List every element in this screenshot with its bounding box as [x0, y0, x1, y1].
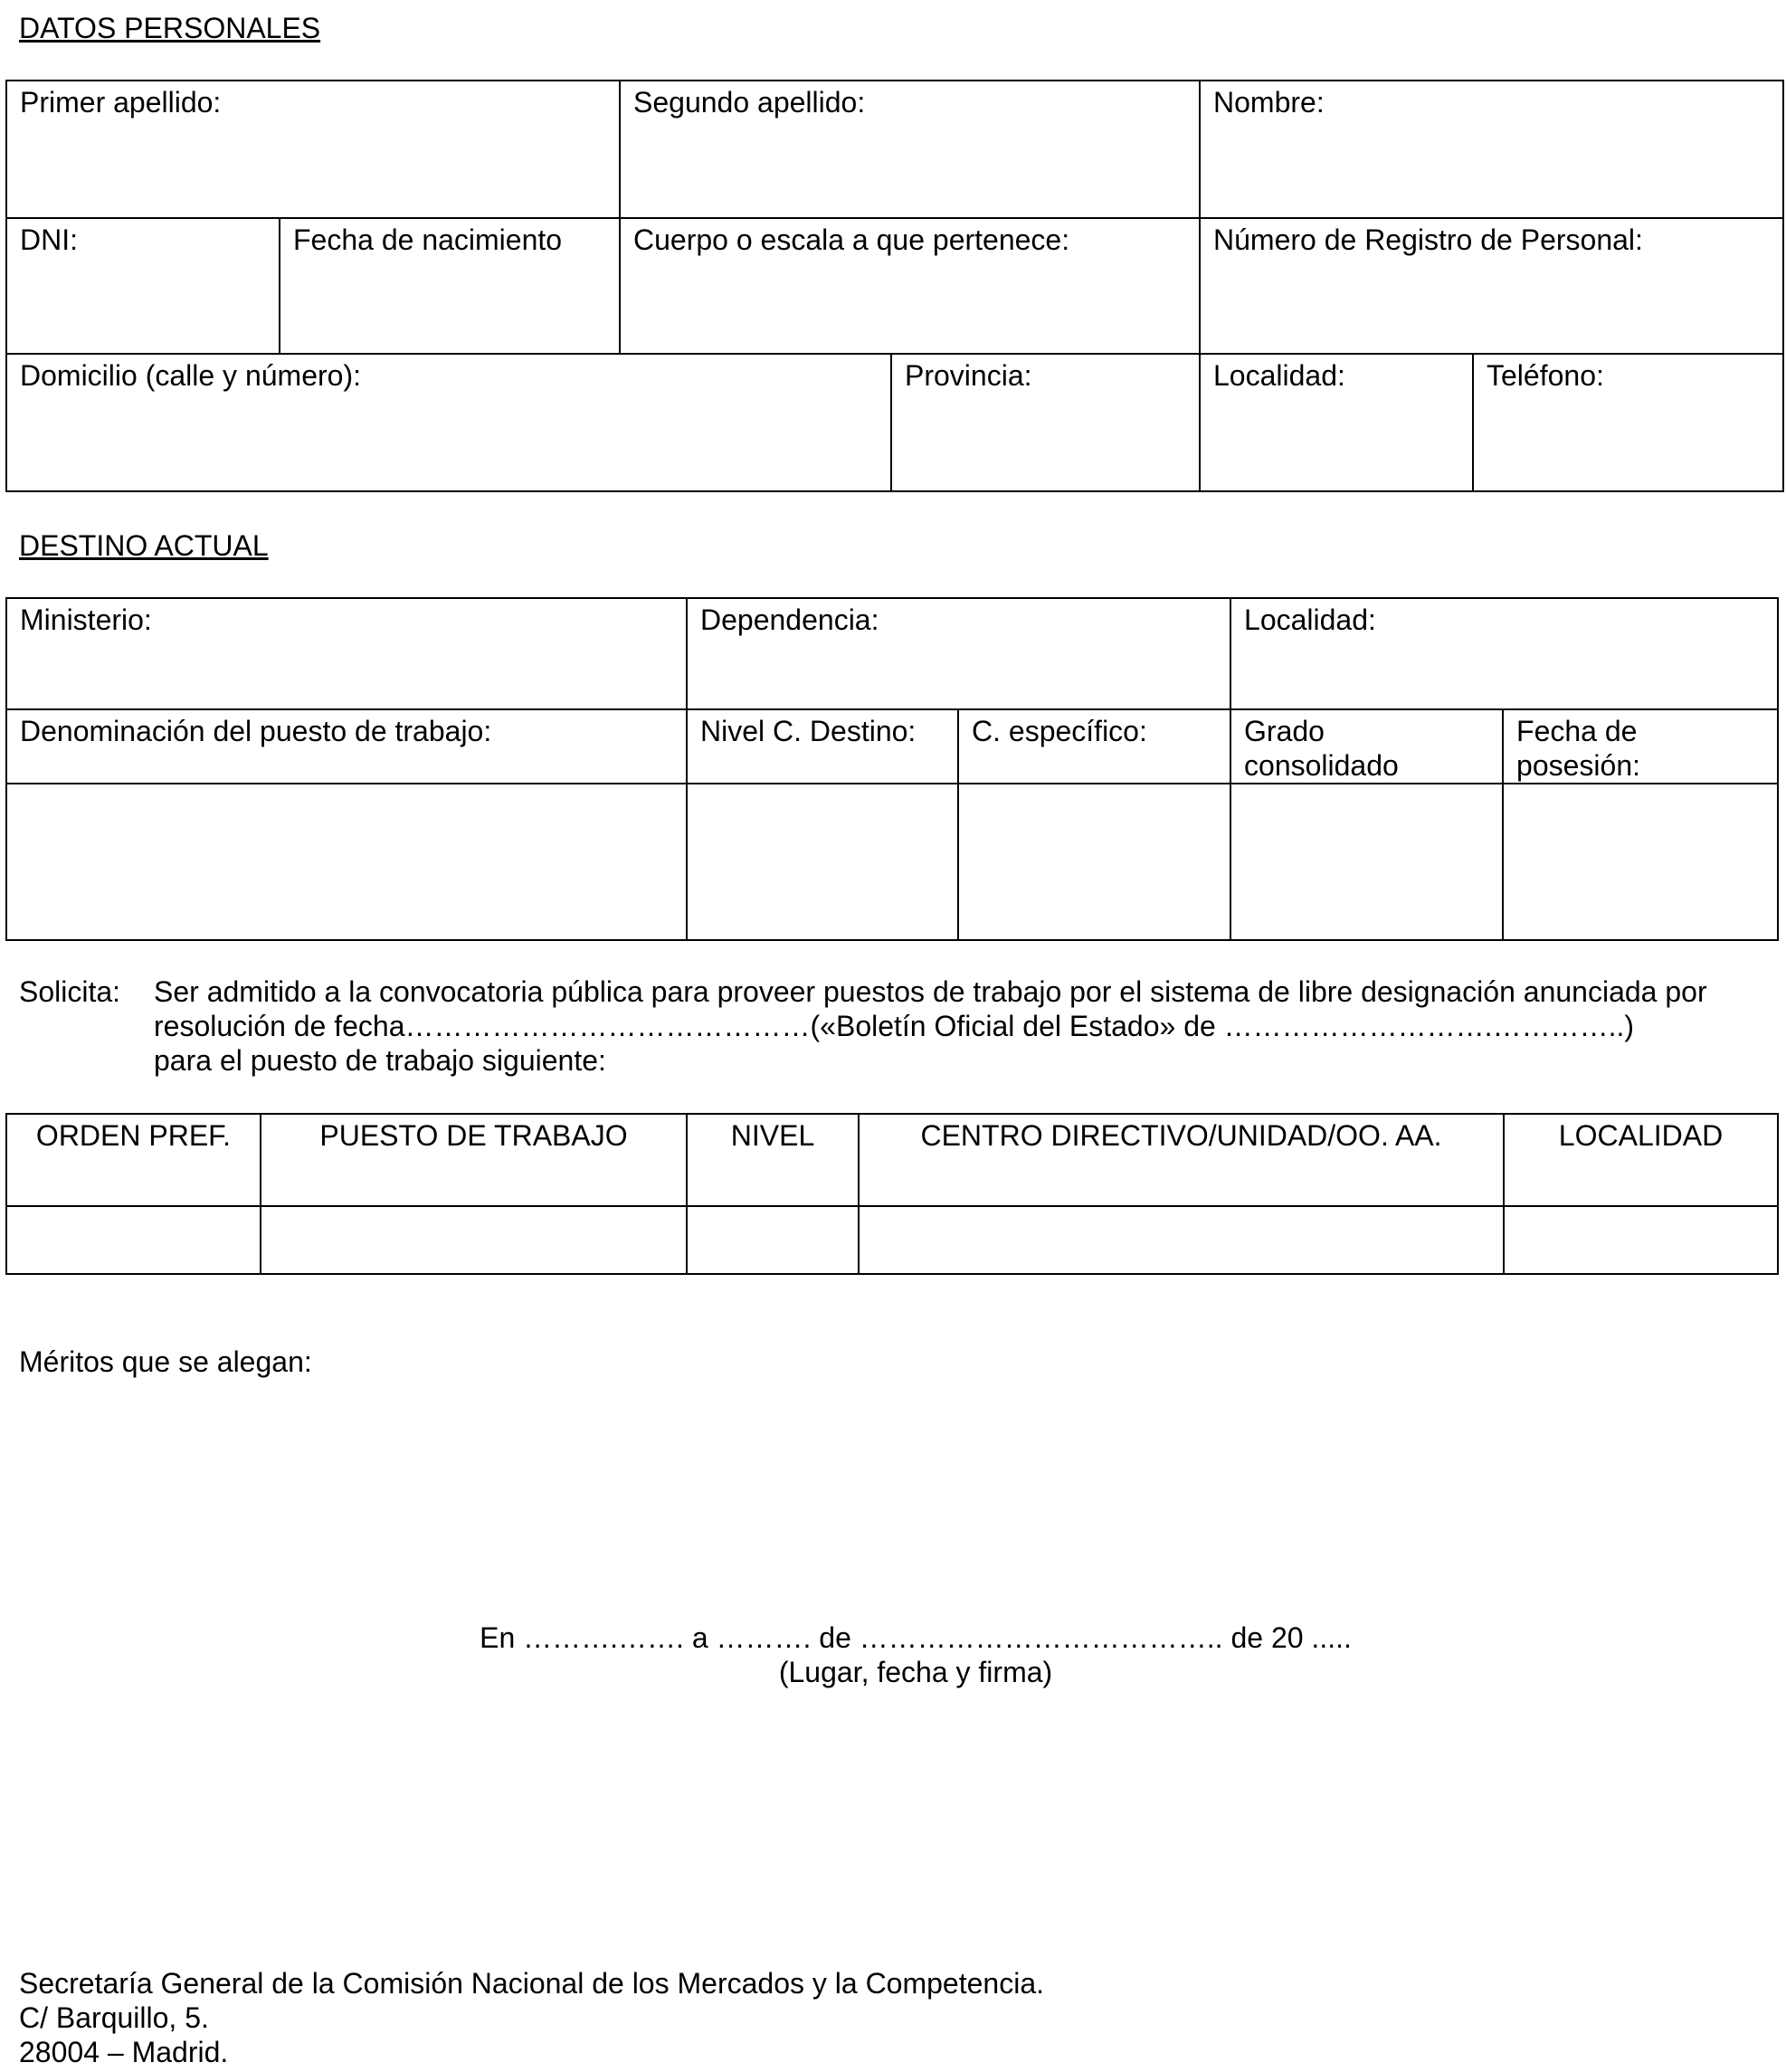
- numero-registro-field[interactable]: [1200, 218, 1783, 354]
- telefono-label: Teléfono:: [1487, 359, 1604, 392]
- firma-line: En ……….……. a ………. de ……………………………….. de 20 .....: [480, 1621, 1352, 1654]
- meritos-area[interactable]: [19, 1384, 1774, 1583]
- solicita-line-3: para el puesto de trabajo siguiente:: [154, 1044, 606, 1077]
- denominacion-input[interactable]: [6, 784, 687, 940]
- datos-personales-table: [5, 80, 1784, 492]
- solicita-line-2: resolución de fecha……………………………………(«Boletín Oficial del Estado» de ……………………….…………..): [154, 1010, 1634, 1042]
- c-especifico-header: [958, 709, 1230, 784]
- destino-localidad-field[interactable]: [1230, 598, 1778, 709]
- domicilio-label: Domicilio (calle y número):: [20, 359, 361, 392]
- nivel-input[interactable]: [687, 1206, 859, 1274]
- localidad-field[interactable]: [1200, 354, 1473, 491]
- dni-field[interactable]: [6, 218, 280, 354]
- denominacion-label: Denominación del puesto de trabajo:: [20, 715, 492, 747]
- puesto-trabajo-input[interactable]: [261, 1206, 687, 1274]
- cuerpo-escala-label: Cuerpo o escala a que pertenece:: [633, 223, 1070, 256]
- meritos-label: Méritos que se alegan:: [19, 1345, 312, 1378]
- c-especifico-label: C. específico:: [972, 715, 1147, 747]
- fecha-nacimiento-field[interactable]: [280, 218, 620, 354]
- dependencia-field[interactable]: [687, 598, 1230, 709]
- grado-header: [1230, 709, 1503, 784]
- c-especifico-input[interactable]: [958, 784, 1230, 940]
- ministerio-field[interactable]: [6, 598, 687, 709]
- grado-label: Grado consolidado: [1244, 715, 1399, 782]
- nivel-header: NIVEL: [687, 1114, 859, 1206]
- centro-directivo-input[interactable]: [859, 1206, 1504, 1274]
- solicita-label: Solicita:: [19, 975, 121, 1008]
- footer-ciudad: 28004 – Madrid.: [19, 2036, 229, 2068]
- fecha-posesion-header: [1503, 709, 1778, 784]
- footer-direccion: C/ Barquillo, 5.: [19, 2001, 209, 2034]
- ministerio-label: Ministerio:: [20, 604, 152, 636]
- dependencia-label: Dependencia:: [700, 604, 879, 636]
- grado-input[interactable]: [1230, 784, 1503, 940]
- nivel-destino-input[interactable]: [687, 784, 958, 940]
- centro-directivo-header: CENTRO DIRECTIVO/UNIDAD/OO. AA.: [859, 1114, 1504, 1206]
- provincia-field[interactable]: [891, 354, 1200, 491]
- numero-registro-label: Número de Registro de Personal:: [1213, 223, 1643, 256]
- destino-localidad-label: Localidad:: [1244, 604, 1376, 636]
- localidad-header: LOCALIDAD: [1504, 1114, 1778, 1206]
- destino-actual-table: [5, 597, 1779, 941]
- fecha-posesion-input[interactable]: [1503, 784, 1778, 940]
- segundo-apellido-field[interactable]: [620, 81, 1200, 218]
- puesto-trabajo-header: PUESTO DE TRABAJO: [261, 1114, 687, 1206]
- orden-pref-input[interactable]: [6, 1206, 261, 1274]
- fecha-nacimiento-label: Fecha de nacimiento: [293, 223, 563, 256]
- nivel-destino-label: Nivel C. Destino:: [700, 715, 917, 747]
- dni-label: DNI:: [20, 223, 78, 256]
- solicita-line-1: Ser admitido a la convocatoria pública para proveer puestos de trabajo por el sistema de libre designación anunciada por: [154, 975, 1707, 1008]
- cuerpo-escala-field[interactable]: [620, 218, 1200, 354]
- primer-apellido-field[interactable]: [6, 81, 620, 218]
- localidad-label: Localidad:: [1213, 359, 1345, 392]
- localidad-input[interactable]: [1504, 1206, 1778, 1274]
- provincia-label: Provincia:: [905, 359, 1032, 392]
- puestos-table: [5, 1113, 1779, 1275]
- segundo-apellido-label: Segundo apellido:: [633, 86, 866, 119]
- destino-actual-heading: DESTINO ACTUAL: [19, 529, 269, 562]
- domicilio-field[interactable]: [6, 354, 891, 491]
- denominacion-header: [6, 709, 687, 784]
- telefono-field[interactable]: [1473, 354, 1783, 491]
- nombre-label: Nombre:: [1213, 86, 1325, 119]
- footer-organismo: Secretaría General de la Comisión Nacional de los Mercados y la Competencia.: [19, 1967, 1044, 2000]
- datos-personales-heading: DATOS PERSONALES: [19, 12, 321, 44]
- primer-apellido-label: Primer apellido:: [20, 86, 222, 119]
- nivel-destino-header: [687, 709, 958, 784]
- fecha-posesion-label: Fecha de posesión:: [1516, 715, 1640, 782]
- orden-pref-header: ORDEN PREF.: [6, 1114, 261, 1206]
- nombre-field[interactable]: [1200, 81, 1783, 218]
- firma-caption: (Lugar, fecha y firma): [778, 1656, 1053, 1688]
